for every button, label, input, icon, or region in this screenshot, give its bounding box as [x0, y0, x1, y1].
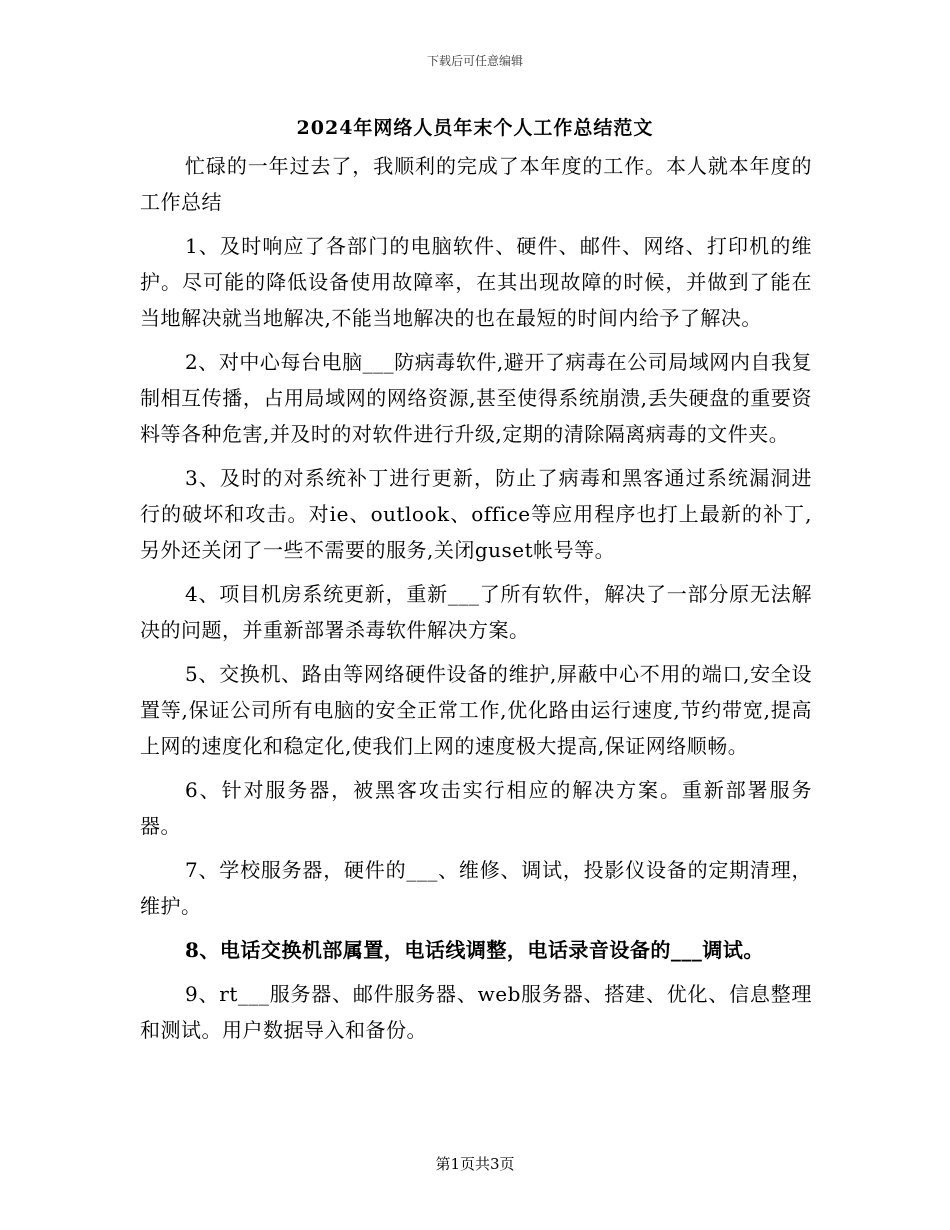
document-title: 2024年网络人员年末个人工作总结范文	[296, 117, 654, 139]
paragraph-intro: 忙碌的一年过去了，我顺利的完成了本年度的工作。本人就本年度的工作总结	[140, 154, 812, 214]
paragraph-item-5: 5、交换机、路由等网络硬件设备的维护,屏蔽中心不用的端口,安全设置等,保证公司所有电脑的安全正常工作,优化路由运行速度,节约带宽,提高上网的速度化和稳定化,使我们上网的速度极大提高,保证网络顺畅。	[140, 662, 812, 758]
paragraph-item-1: 1、及时响应了各部门的电脑软件、硬件、邮件、网络、打印机的维护。尽可能的降低设备使用故障率，在其出现故障的时候，并做到了能在当地解决就当地解决,不能当地解决的也在最短的时间内给予了解决。	[140, 234, 812, 330]
paragraph-item-6: 6、针对服务器，被黑客攻击实行相应的解决方案。重新部署服务器。	[140, 778, 812, 838]
paragraph-item-8: 8、电话交换机部属置，电话线调整，电话录音设备的___调试。	[185, 938, 764, 962]
paragraph-item-9: 9、rt___服务器、邮件服务器、web服务器、搭建、优化、信息整理和测试。用户数据导入和备份。	[140, 982, 812, 1042]
paragraph-item-4: 4、项目机房系统更新，重新___了所有软件，解决了一部分原无法解决的问题，并重新部署杀毒软件解决方案。	[140, 582, 812, 642]
document-body	[140, 148, 812, 1056]
paragraph-item-2: 2、对中心每台电脑___防病毒软件,避开了病毒在公司局域网内自我复制相互传播，占用局域网的网络资源,甚至使得系统崩溃,丢失硬盘的重要资料等各种危害,并及时的对软件进行升级,定期的清除隔离病毒的文件夹。	[140, 350, 812, 446]
paragraph-item-3: 3、及时的对系统补丁进行更新，防止了病毒和黑客通过系统漏洞进行的破坏和攻击。对ie、outlook、office等应用程序也打上最新的补丁,另外还关闭了一些不需要的服务,关闭guset帐号等。	[140, 466, 812, 562]
page-header-note: 下载后可任意编辑	[426, 54, 523, 68]
page-number: 第1页共3页	[435, 1155, 515, 1173]
paragraph-item-7: 7、学校服务器，硬件的___、维修、调试，投影仪设备的定期清理，维护。	[140, 858, 812, 918]
